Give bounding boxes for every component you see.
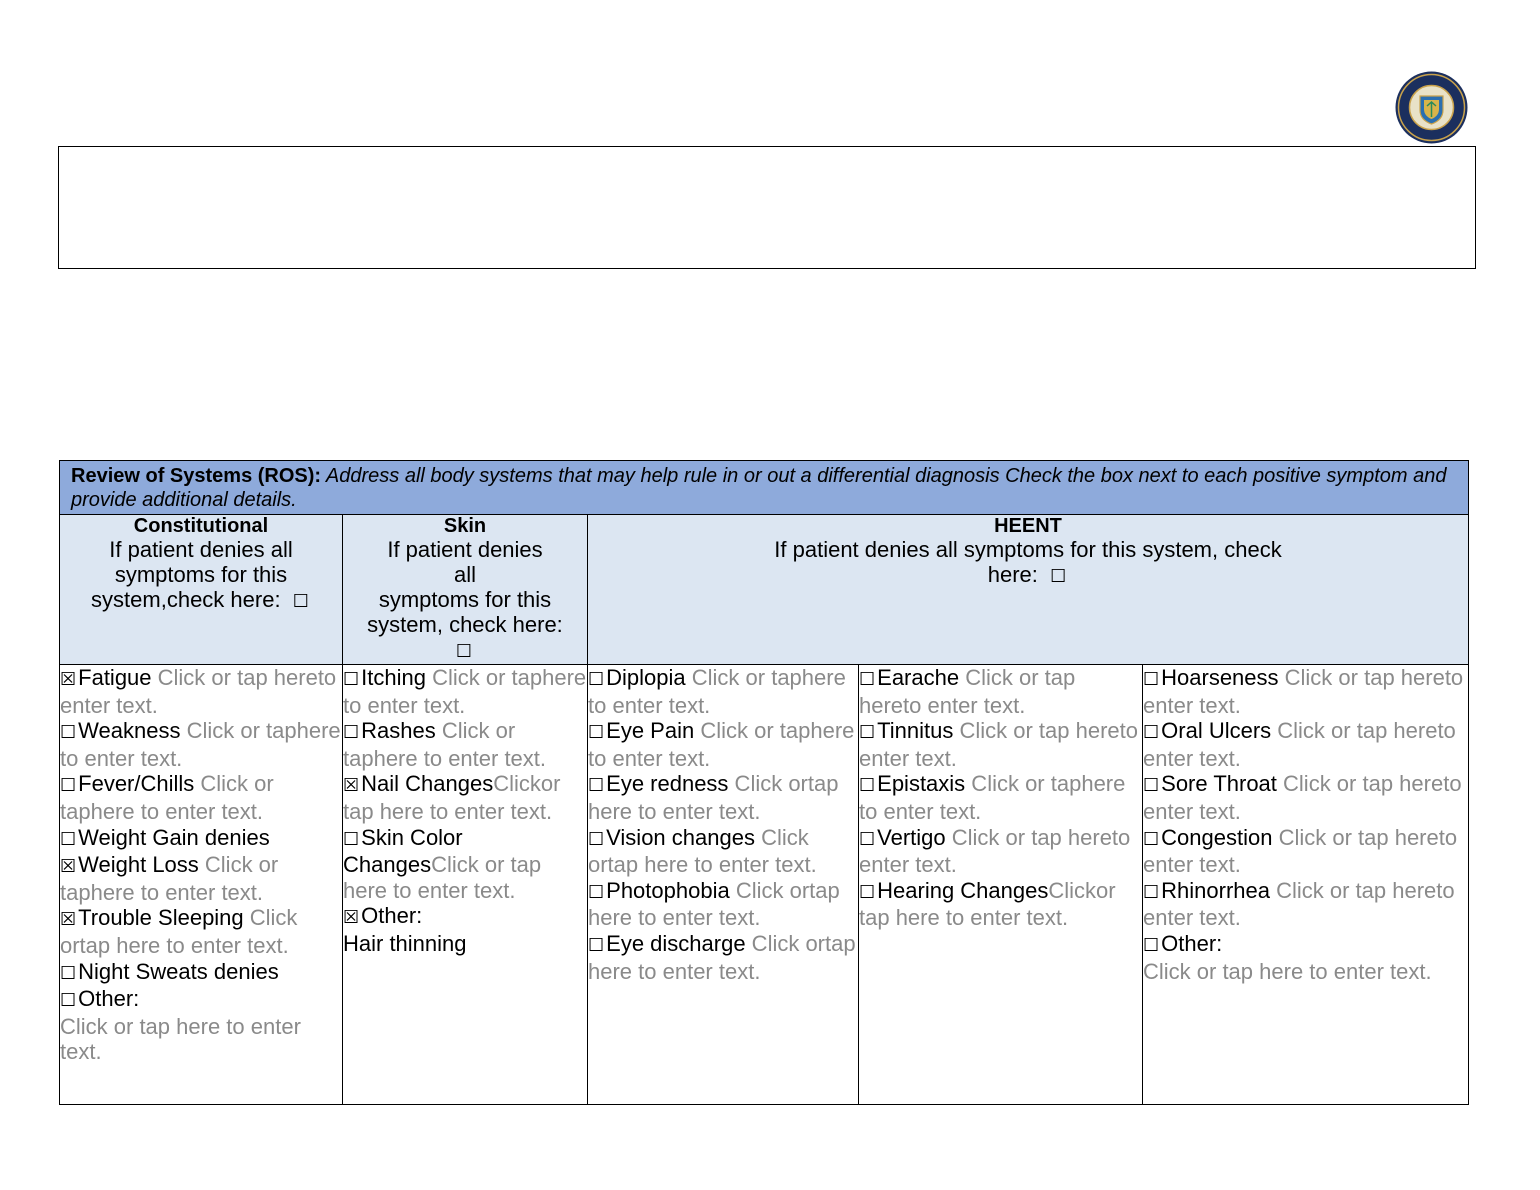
ros-title: Review of Systems (ROS): <box>71 465 322 487</box>
symptom-label: Rhinorrhea <box>1161 877 1270 903</box>
symptom-checkbox[interactable]: ☒ <box>60 909 77 931</box>
symptom-label: Itching <box>361 665 426 690</box>
heent-deny-text: If patient denies all symptoms for this system, check <box>774 537 1282 562</box>
symptom-item <box>588 931 858 984</box>
symptom-label: Eye discharge <box>606 930 746 956</box>
symptom-label: Weakness <box>78 718 181 744</box>
ros-instructions: Address all body systems that may help rule in or out a differential diagnosis Check the box next to each positive symptom and provide additional details. <box>71 465 1447 511</box>
symptom-label: Vision changes <box>606 824 755 850</box>
symptom-checkbox[interactable]: ☐ <box>588 669 605 690</box>
symptom-checkbox[interactable]: ☐ <box>1143 881 1160 903</box>
symptom-item <box>1143 878 1468 931</box>
symptom-detail-input[interactable]: Click or taphere to enter text. <box>343 665 587 718</box>
symptom-item <box>1143 665 1468 718</box>
symptom-item <box>588 878 858 931</box>
symptom-label: Trouble Sleeping <box>78 905 244 931</box>
symptom-detail-text: Hair thinning <box>343 930 467 956</box>
heent-title: HEENT <box>994 515 1062 537</box>
symptom-detail-input[interactable]: Clickor tap here to enter text. <box>343 771 561 824</box>
symptom-detail-input[interactable]: Click ortap here to enter text. <box>60 905 298 958</box>
symptom-checkbox[interactable]: ☐ <box>588 775 605 797</box>
symptom-label: Hoarseness <box>1161 665 1279 690</box>
symptom-detail-input[interactable]: Click or tap here to enter text. <box>343 852 542 903</box>
constitutional-deny-text: If patient denies all <box>109 537 293 562</box>
symptom-item <box>859 878 1142 931</box>
symptom-label: Vertigo <box>877 824 946 850</box>
symptom-label: Skin Color Changes <box>343 824 463 878</box>
heent-eye-symptoms <box>588 665 859 1105</box>
symptom-checkbox[interactable]: ☒ <box>60 856 77 878</box>
symptom-label: Eye Pain <box>606 718 695 744</box>
symptom-label: Fatigue <box>78 665 152 690</box>
skin-symptoms <box>343 665 588 1105</box>
symptom-label: Nail Changes <box>361 771 494 797</box>
skin-title: Skin <box>443 515 487 537</box>
symptom-detail-input[interactable]: Click or tap hereto enter text. <box>859 824 1131 878</box>
symptom-detail-input[interactable]: Click or tap here to enter text. <box>1143 958 1432 984</box>
symptom-checkbox[interactable]: ☐ <box>859 722 876 744</box>
symptom-checkbox[interactable]: ☐ <box>1143 934 1160 956</box>
symptom-label: Oral Ulcers <box>1161 718 1272 744</box>
constitutional-symptoms <box>60 665 343 1105</box>
symptom-label: Other: <box>78 986 140 1012</box>
symptom-detail-input[interactable]: Click or tap hereto enter text. <box>60 665 337 718</box>
symptom-label: Weight Gain denies <box>78 824 270 850</box>
symptom-item <box>859 665 1142 718</box>
symptom-item <box>60 959 342 987</box>
symptom-item <box>60 905 342 958</box>
symptom-checkbox[interactable]: ☐ <box>588 828 605 850</box>
symptom-label: Photophobia <box>606 877 730 903</box>
skin-deny-text: symptoms for this <box>378 587 552 612</box>
symptom-item <box>1143 825 1468 878</box>
constitutional-header <box>60 515 343 665</box>
symptom-detail-input[interactable]: Click or tap here to enter text. <box>60 1013 301 1065</box>
symptom-item <box>588 718 858 771</box>
symptom-item <box>343 718 587 771</box>
symptom-checkbox[interactable]: ☐ <box>60 962 77 984</box>
symptom-checkbox[interactable]: ☐ <box>859 669 876 690</box>
symptom-label: Other: <box>1161 930 1223 956</box>
symptom-label: Congestion <box>1161 824 1273 850</box>
symptom-item <box>588 825 858 878</box>
symptom-checkbox[interactable]: ☒ <box>343 907 360 929</box>
symptom-item <box>588 771 858 824</box>
symptom-detail-input[interactable]: Click or taphere to enter text. <box>588 718 855 771</box>
symptom-checkbox[interactable]: ☐ <box>1143 722 1160 744</box>
symptom-label: Weight Loss <box>78 852 199 878</box>
symptom-item <box>1143 718 1468 771</box>
symptom-checkbox[interactable]: ☐ <box>1143 828 1160 850</box>
symptom-item <box>60 852 342 905</box>
symptom-item <box>343 825 587 904</box>
symptom-detail-input[interactable]: Click or tap hereto enter text. <box>859 665 1076 718</box>
heent-deny-text: here: <box>987 562 1038 587</box>
symptom-item <box>60 825 342 853</box>
symptom-checkbox[interactable]: ☐ <box>343 669 360 690</box>
symptom-detail-input[interactable]: Click or tap hereto enter text. <box>1143 718 1456 771</box>
symptom-label: Epistaxis <box>877 771 966 797</box>
skin-deny-text: If patient denies <box>387 537 543 562</box>
symptom-checkbox[interactable]: ☐ <box>588 881 605 903</box>
symptom-label: Other: <box>361 903 423 929</box>
symptom-checkbox[interactable]: ☒ <box>343 775 360 797</box>
symptom-item <box>1143 771 1468 824</box>
symptom-label: Night Sweats denies <box>78 958 279 984</box>
symptom-checkbox[interactable]: ☐ <box>1143 775 1160 797</box>
symptom-checkbox[interactable]: ☐ <box>343 722 360 744</box>
symptom-label: Fever/Chills <box>78 771 195 797</box>
ros-header <box>60 461 1469 515</box>
symptom-item <box>1143 931 1468 984</box>
symptom-checkbox[interactable]: ☐ <box>60 775 77 797</box>
symptom-item <box>60 665 342 718</box>
skin-deny-text: all <box>453 562 476 587</box>
skin-deny-checkbox[interactable]: ☐ <box>455 641 473 662</box>
symptom-label: Sore Throat <box>1161 771 1277 797</box>
constitutional-deny-text: symptoms for this <box>114 562 288 587</box>
symptom-detail-input[interactable]: Click or tap hereto enter text. <box>1143 824 1458 878</box>
review-of-systems-table <box>59 460 1469 1105</box>
symptom-detail-input[interactable]: Click ortap here to enter text. <box>588 771 839 824</box>
symptom-item <box>60 718 342 771</box>
heent-throat-symptoms <box>1143 665 1469 1105</box>
symptom-label: Earache <box>877 665 960 690</box>
symptom-detail-input[interactable]: Click or taphere to enter text. <box>343 718 547 771</box>
heent-ear-symptoms <box>859 665 1143 1105</box>
symptom-checkbox[interactable]: ☐ <box>60 828 77 850</box>
symptom-label: Tinnitus <box>877 718 954 744</box>
symptom-detail-input[interactable]: Click or tap hereto enter text. <box>1143 877 1455 931</box>
symptom-checkbox[interactable]: ☐ <box>588 934 605 956</box>
constitutional-deny-checkbox[interactable]: ☐ <box>292 591 309 612</box>
symptom-detail-input[interactable]: Click or taphere to enter text. <box>859 771 1126 824</box>
symptom-detail-input[interactable]: Click or tap hereto enter text. <box>1143 665 1464 718</box>
skin-deny-text: system, check here: <box>367 612 563 637</box>
university-logo <box>1394 70 1469 145</box>
symptom-item <box>859 825 1142 878</box>
symptom-item <box>343 665 587 718</box>
symptom-detail-input[interactable]: Click or taphere to enter text. <box>60 771 274 824</box>
symptom-item <box>60 986 342 1065</box>
skin-header <box>343 515 588 665</box>
symptom-detail-input[interactable]: Click or taphere to enter text. <box>588 665 846 718</box>
symptom-checkbox[interactable]: ☒ <box>60 669 77 690</box>
symptom-detail-input[interactable]: Click ortap here to enter text. <box>588 824 817 878</box>
heent-header <box>588 515 1469 665</box>
symptom-checkbox[interactable]: ☐ <box>859 828 876 850</box>
symptom-item <box>343 771 587 824</box>
symptom-detail-input[interactable]: Click ortap here to enter text. <box>588 930 856 984</box>
symptom-item <box>859 718 1142 771</box>
symptom-detail-input[interactable]: Click or taphere to enter text. <box>60 718 341 771</box>
symptom-checkbox[interactable]: ☐ <box>859 881 876 903</box>
symptom-detail-input[interactable]: Click or taphere to enter text. <box>60 852 279 905</box>
symptom-detail-input[interactable]: Click or tap hereto enter text. <box>859 718 1138 771</box>
symptom-item <box>60 771 342 824</box>
symptom-item <box>588 665 858 718</box>
symptom-item <box>859 771 1142 824</box>
symptom-checkbox[interactable]: ☐ <box>1143 669 1160 690</box>
symptom-detail-input[interactable]: Click ortap here to enter text. <box>588 877 840 931</box>
symptom-detail-input[interactable]: Click or tap hereto enter text. <box>1143 771 1462 824</box>
symptom-label: Hearing Changes <box>877 877 1049 903</box>
symptom-checkbox[interactable]: ☐ <box>60 990 77 1012</box>
header-box <box>58 146 1476 269</box>
constitutional-deny-text: system,check here: <box>91 587 281 612</box>
symptom-checkbox[interactable]: ☐ <box>588 722 605 744</box>
symptom-checkbox[interactable]: ☐ <box>343 828 360 850</box>
symptom-checkbox[interactable]: ☐ <box>60 722 77 744</box>
symptom-label: Eye redness <box>606 771 729 797</box>
heent-deny-checkbox[interactable]: ☐ <box>1050 566 1067 587</box>
symptom-label: Rashes <box>361 718 436 744</box>
symptom-item <box>343 903 587 956</box>
symptom-label: Diplopia <box>606 665 686 690</box>
constitutional-title: Constitutional <box>133 515 269 537</box>
symptom-detail-input[interactable]: Clickor tap here to enter text. <box>859 877 1116 931</box>
symptom-checkbox[interactable]: ☐ <box>859 775 876 797</box>
